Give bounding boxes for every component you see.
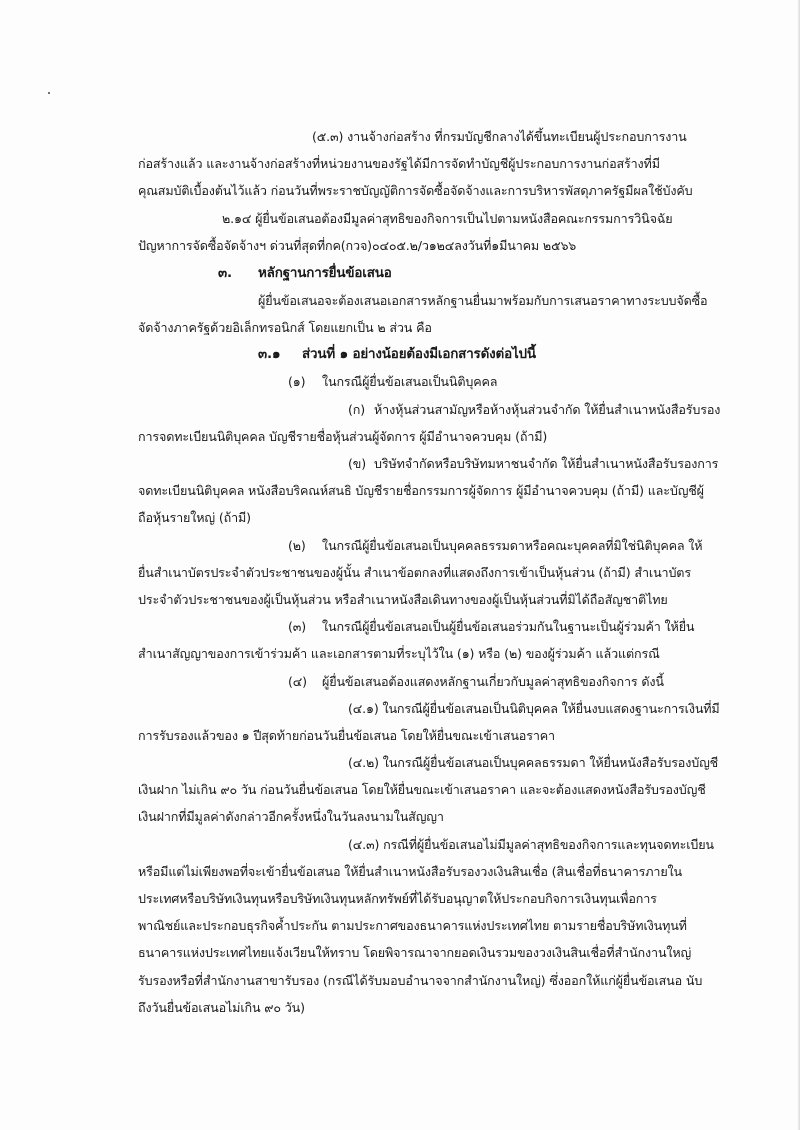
text-line: หรือมีแต่ไม่เพียงพอที่จะเข้ายื่นข้อเสนอ ให้ยื่นสำเนาหนังสือรับรองวงเงินสินเชื่อ (สินเชื่อที่ธนาคารภายใน (138, 864, 683, 879)
item-number: (๓) (288, 619, 306, 634)
text-line: ในกรณีผู้ยื่นข้อเสนอเป็นนิติบุคคล (322, 374, 498, 389)
text-line: ถึงวันยื่นข้อเสนอไม่เกิน ๙๐ วัน) (138, 1000, 305, 1015)
text-line: เงินฝาก ไม่เกิน ๙๐ วัน ก่อนวันยื่นข้อเสนอ โดยให้ยื่นขณะเข้าเสนอราคา และจะต้องแสดงหนังสือรับรองบัญชี (138, 782, 706, 797)
text-line: ผู้ยื่นข้อเสนอจะต้องเสนอเอกสารหลักฐานยื่นมาพร้อมกับการเสนอราคาทางระบบจัดซื้อ (258, 293, 708, 308)
text-line: (๕.๓) งานจ้างก่อสร้าง ที่กรมบัญชีกลางได้ขึ้นทะเบียนผู้ประกอบการงาน (312, 129, 687, 144)
text-line: ห้างหุ้นส่วนสามัญหรือห้างหุ้นส่วนจำกัด ให้ยื่นสำเนาหนังสือรับรอง (374, 402, 721, 417)
text-line: คุณสมบัติเบื้องต้นไว้แล้ว ก่อนวันที่พระราชบัญญัติการจัดซื้อจัดจ้างและการบริหารพัสดุภาครัฐมีผลใช้บังคับ (138, 183, 693, 198)
text-line: (๔.๒) ในกรณีผู้ยื่นข้อเสนอเป็นบุคคลธรรมดา ให้ยื่นหนังสือรับรองบัญชี (348, 755, 719, 770)
text-line: ยื่นสำเนาบัตรประจำตัวประชาชนของผู้นั้น สำเนาข้อตกลงที่แสดงถึงการเข้าเป็นหุ้นส่วน (ถ้ามี) สำเนาบัตร (138, 565, 691, 580)
item-number: (๔) (288, 674, 307, 689)
scan-speck (48, 92, 50, 94)
text-line: รับรองหรือที่สำนักงานสาขารับรอง (กรณีได้รับมอบอำนาจจากสำนักงานใหญ่) ซึ่งออกให้แก่ผู้ยื่นข้อเสนอ นับ (138, 973, 703, 988)
item-number: (๑) (288, 374, 306, 389)
text-line: ปัญหาการจัดซื้อจัดจ้างฯ ด่วนที่สุดที่กค(กวจ)๐๔๐๕.๒/ว๑๒๔ลงวันที่๑มีนาคม ๒๕๖๖ (138, 238, 577, 253)
text-line: ประเทศหรือบริษัทเงินทุนหรือบริษัทเงินทุนหลักทรัพย์ที่ได้รับอนุญาตให้ประกอบกิจการเงินทุนเพื่อการ (138, 891, 657, 906)
text-line: ธนาคารแห่งประเทศไทยแจ้งเวียนให้ทราบ โดยพิจารณาจากยอดเงินรวมของวงเงินสินเชื่อที่สำนักงานใหญ่ (138, 945, 692, 960)
text-line: การรับรองแล้วของ ๑ ปีสุดท้ายก่อนวันยื่นข้อเสนอ โดยให้ยื่นขณะเข้าเสนอราคา (138, 728, 555, 743)
text-line: สำเนาสัญญาของการเข้าร่วมค้า และเอกสารตามที่ระบุไว้ใน (๑) หรือ (๒) ของผู้ร่วมค้า แล้วแต่กรณี (138, 646, 660, 661)
text-line: ประจำตัวประชาชนของผู้เป็นหุ้นส่วน หรือสำเนาหนังสือเดินทางของผู้เป็นหุ้นส่วนที่มิได้ถือสัญชาติไทย (138, 592, 668, 607)
text-line: เงินฝากที่มีมูลค่าดังกล่าวอีกครั้งหนึ่งในวันลงนามในสัญญา (138, 809, 444, 824)
text-line: (๔.๑) ในกรณีผู้ยื่นข้อเสนอเป็นนิติบุคคล ให้ยื่นงบแสดงฐานะการเงินที่มี (348, 701, 720, 716)
text-line: (๔.๓) กรณีที่ผู้ยื่นข้อเสนอไม่มีมูลค่าสุทธิของกิจการและทุนจดทะเบียน (348, 837, 714, 852)
text-line: จดทะเบียนนิติบุคคล หนังสือบริคณห์สนธิ บัญชีรายชื่อกรรมการผู้จัดการ ผู้มีอำนาจควบคุม (ถ้ามี) และบัญชีผู้ (138, 483, 704, 498)
item-number: (๒) (288, 538, 306, 553)
text-line: ในกรณีผู้ยื่นข้อเสนอเป็นผู้ยื่นข้อเสนอร่วมกันในฐานะเป็นผู้ร่วมค้า ให้ยื่น (322, 619, 695, 634)
text-line: ในกรณีผู้ยื่นข้อเสนอเป็นบุคคลธรรมดาหรือคณะบุคคลที่มิใช่นิติบุคคล ให้ (322, 538, 703, 553)
subsection-number: ๓.๑ (258, 347, 281, 362)
text-line: ก่อสร้างแล้ว และงานจ้างก่อสร้างที่หน่วยงานของรัฐได้มีการจัดทำบัญชีผู้ประกอบการงานก่อสร้างที่มี (138, 156, 660, 171)
text-line: ๒.๑๔ ผู้ยื่นข้อเสนอต้องมีมูลค่าสุทธิของกิจการเป็นไปตามหนังสือคณะกรรมการวินิจฉัย (222, 211, 673, 226)
section-heading: หลักฐานการยื่นข้อเสนอ (258, 266, 392, 281)
subsection-heading: ส่วนที่ ๑ อย่างน้อยต้องมีเอกสารดังต่อไปนี้ (302, 347, 536, 362)
text-line: จัดจ้างภาครัฐด้วยอิเล็กทรอนิกส์ โดยแยกเป็น ๒ ส่วน คือ (138, 320, 432, 335)
item-number: (ข) (348, 456, 366, 471)
item-number: (ก) (348, 402, 366, 417)
text-line: ผู้ยื่นข้อเสนอต้องแสดงหลักฐานเกี่ยวกับมูลค่าสุทธิของกิจการ ดังนี้ (322, 674, 664, 689)
text-line: บริษัทจำกัดหรือบริษัทมหาชนจำกัด ให้ยื่นสำเนาหนังสือรับรองการ (374, 456, 719, 471)
section-number: ๓. (218, 266, 232, 281)
text-line: ถือหุ้นรายใหญ่ (ถ้ามี) (138, 510, 251, 525)
text-line: การจดทะเบียนนิติบุคคล บัญชีรายชื่อหุ้นส่วนผู้จัดการ ผู้มีอำนาจควบคุม (ถ้ามี) (138, 429, 548, 444)
text-line: พาณิชย์และประกอบธุรกิจค้ำประกัน ตามประกาศของธนาคารแห่งประเทศไทย ตามรายชื่อบริษัทเงินทุนที่ (138, 918, 687, 933)
